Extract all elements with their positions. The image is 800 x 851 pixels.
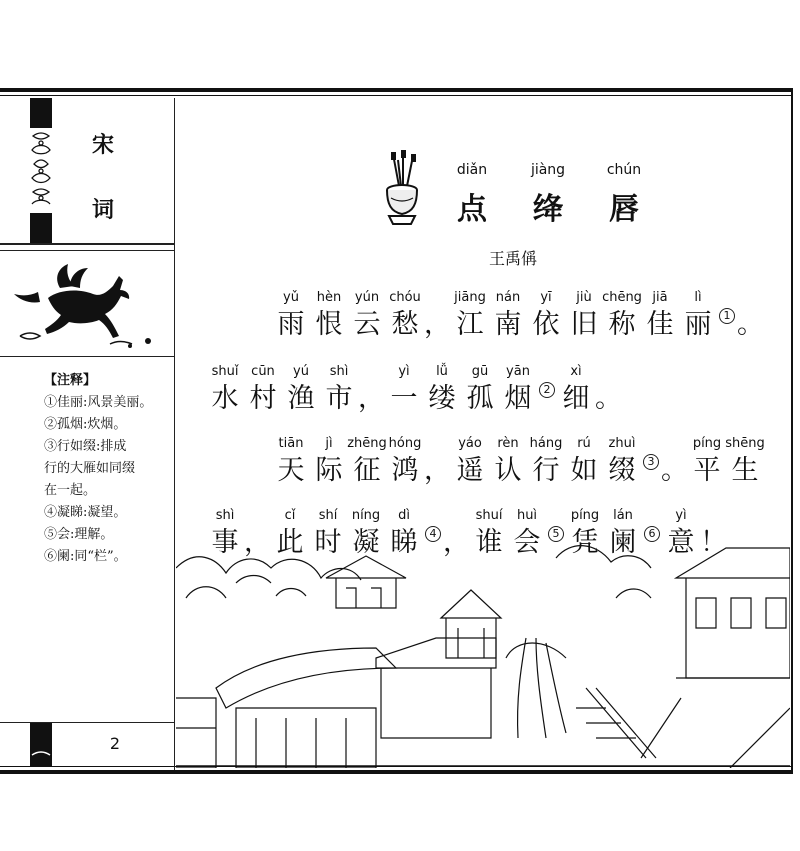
punctuation: 。 [595, 383, 622, 414]
note-marker: 4 [425, 526, 441, 542]
hanzi: 依 [532, 309, 560, 340]
pinyin: hóng [388, 436, 422, 451]
title-hanzi: 绛 [533, 192, 563, 227]
hanzi: 愁 [391, 309, 419, 340]
poem-title [434, 162, 662, 228]
poem-char [527, 436, 565, 488]
hanzi: 凝 [352, 527, 380, 558]
punctuation: ， [424, 455, 451, 486]
poem-char [679, 290, 717, 342]
pinyin: jiā [652, 290, 668, 305]
poem-char [451, 436, 489, 488]
poem-author: 王禹偁 [488, 249, 537, 268]
poem-char [206, 364, 244, 416]
notes-section [44, 370, 172, 568]
pinyin: lán [613, 508, 633, 523]
hanzi: 行 [532, 455, 560, 486]
pinyin: yī [540, 290, 552, 305]
poem-area [176, 98, 790, 770]
pinyin: jì [325, 436, 333, 451]
note-line: ②孤烟:炊烟。 [44, 417, 127, 432]
hanzi: 佳 [646, 309, 674, 340]
title-char [586, 162, 662, 228]
pinyin: yún [354, 290, 380, 305]
hanzi: 缕 [428, 383, 456, 414]
pinyin: shì [329, 364, 349, 379]
pinyin: jiāng [454, 290, 486, 305]
hanzi: 际 [315, 455, 343, 486]
note-line: ⑥阑:同“栏”。 [44, 549, 127, 564]
title-hanzi: 唇 [609, 192, 639, 227]
hanzi: 事 [211, 527, 239, 558]
pinyin: háng [529, 436, 563, 451]
hanzi: 时 [314, 527, 342, 558]
bottom-rule-thick [0, 770, 792, 774]
sidebar-divider-1 [0, 243, 174, 245]
pinyin: níng [351, 508, 381, 523]
brush-pot-icon [381, 150, 423, 232]
poem-char [386, 436, 424, 488]
hanzi: 云 [353, 309, 381, 340]
poem-char [451, 290, 489, 342]
pinyin: gū [471, 364, 489, 379]
hanzi: 认 [494, 455, 522, 486]
sidebar-divider-3 [0, 356, 174, 357]
poem-char [603, 436, 641, 488]
pinyin: chóu [389, 290, 421, 305]
poem-char [272, 290, 310, 342]
hanzi: 称 [608, 309, 636, 340]
pinyin: xì [570, 364, 582, 379]
pinyin: shí [318, 508, 338, 523]
hanzi: 平 [693, 455, 721, 486]
poem-line-3 [272, 436, 764, 488]
pinyin: píng [570, 508, 600, 523]
note-marker: 1 [719, 308, 735, 324]
pinyin: yǔ [283, 290, 299, 305]
hanzi: 征 [353, 455, 381, 486]
punctuation: ， [244, 527, 271, 558]
note-line: 在一起。 [44, 483, 97, 498]
poem-char [348, 290, 386, 342]
poem-char [641, 290, 679, 342]
title-char [434, 162, 510, 228]
pinyin: shuí [475, 508, 503, 523]
pinyin: hèn [316, 290, 342, 305]
note-marker: 6 [644, 526, 660, 542]
pinyin: shì [215, 508, 235, 523]
poem-char [603, 290, 641, 342]
note-line: 行的大雁如同缀 [44, 461, 136, 476]
poem-char [527, 290, 565, 342]
hanzi: 阑 [609, 527, 637, 558]
hanzi: 水 [211, 383, 239, 414]
pinyin: shēng [725, 436, 765, 451]
pinyin: rèn [497, 436, 519, 451]
title-char [510, 162, 586, 228]
hanzi: 谁 [475, 527, 503, 558]
pinyin: huì [516, 508, 538, 523]
category-char-2: 词 [91, 197, 114, 223]
poem-char [423, 364, 461, 416]
horse-illustration [0, 258, 174, 356]
title-hanzi: 点 [457, 192, 487, 227]
pinyin: lì [694, 290, 702, 305]
hanzi: 意 [667, 527, 695, 558]
hanzi: 烟 [504, 383, 532, 414]
hanzi: 丽 [684, 309, 712, 340]
poem-char [461, 364, 499, 416]
pinyin: dì [398, 508, 410, 523]
pinyin: lǚ [436, 364, 448, 379]
frame-right-border [791, 88, 793, 774]
punctuation: 。 [737, 309, 764, 340]
poem-char [385, 364, 423, 416]
cloud-pattern-strip-bottom [30, 723, 52, 767]
poem-char [348, 436, 386, 488]
pinyin: cǐ [284, 508, 296, 523]
poem-line-2 [206, 364, 622, 416]
poem-char [282, 364, 320, 416]
poem-char [244, 364, 282, 416]
hanzi: 渔 [287, 383, 315, 414]
pinyin: cūn [251, 364, 275, 379]
note-line: ⑤会:理解。 [44, 527, 114, 542]
category-char-1: 宋 [91, 132, 114, 158]
hanzi: 细 [562, 383, 590, 414]
top-rule-thin [0, 95, 792, 96]
hanzi: 旧 [570, 309, 598, 340]
pinyin: rú [577, 436, 591, 451]
sidebar-divider-2 [0, 250, 174, 251]
poem-char [272, 436, 310, 488]
hanzi: 会 [513, 527, 541, 558]
pinyin: zhēng [347, 436, 387, 451]
hanzi: 南 [494, 309, 522, 340]
pinyin: tiān [278, 436, 304, 451]
page-number: 2 [109, 734, 121, 753]
pinyin: yān [506, 364, 530, 379]
pinyin: zhuì [608, 436, 636, 451]
poem-char [310, 290, 348, 342]
poem-char [489, 290, 527, 342]
hanzi: 此 [276, 527, 304, 558]
note-marker: 5 [548, 526, 564, 542]
hanzi: 如 [570, 455, 598, 486]
poem-char [565, 290, 603, 342]
hanzi: 遥 [456, 455, 484, 486]
sidebar [0, 98, 175, 770]
title-pinyin: jiàng [530, 162, 566, 178]
poem-line-1 [272, 290, 764, 342]
pinyin: chēng [602, 290, 642, 305]
pinyin: jiù [576, 290, 592, 305]
pinyin: yáo [458, 436, 482, 451]
poem-char [499, 364, 537, 416]
hanzi: 缀 [608, 455, 636, 486]
sidebar-divider-4 [0, 722, 174, 723]
hanzi: 雨 [277, 309, 305, 340]
top-rule-thick [0, 88, 792, 92]
hanzi: 村 [249, 383, 277, 414]
note-marker: 2 [539, 382, 555, 398]
note-line: ③行如缀:排成 [44, 439, 127, 454]
poem-char [688, 436, 726, 488]
category-box [0, 98, 174, 243]
hanzi: 孤 [466, 383, 494, 414]
hanzi: 恨 [315, 309, 343, 340]
hanzi: 江 [456, 309, 484, 340]
hanzi: 睇 [390, 527, 418, 558]
palace-illustration [176, 538, 790, 768]
poem-char [726, 436, 764, 488]
hanzi: 鸿 [391, 455, 419, 486]
pinyin: yì [675, 508, 687, 523]
pinyin: nán [495, 290, 521, 305]
hanzi: 生 [731, 455, 759, 486]
pinyin: píng [692, 436, 722, 451]
poem-char [565, 436, 603, 488]
note-line: ①佳丽:风景美丽。 [44, 395, 153, 410]
pinyin: shuǐ [211, 364, 239, 379]
punctuation: ， [424, 309, 451, 340]
cloud-pattern-strip [30, 98, 52, 243]
notes-heading: 【注释】 [44, 373, 97, 388]
punctuation: 。 [661, 455, 688, 486]
hanzi: 天 [277, 455, 305, 486]
title-pinyin: diǎn [456, 162, 488, 178]
poem-char [310, 436, 348, 488]
note-marker: 3 [643, 454, 659, 470]
punctuation: ， [358, 383, 385, 414]
hanzi: 市 [325, 383, 353, 414]
punctuation: ， [443, 527, 470, 558]
note-line: ④凝睇:凝望。 [44, 505, 127, 520]
poem-char [320, 364, 358, 416]
sidebar-border [174, 98, 175, 770]
punctuation: ！ [700, 527, 727, 558]
hanzi: 凭 [571, 527, 599, 558]
poem-char [489, 436, 527, 488]
title-pinyin: chún [606, 162, 642, 178]
pinyin: yú [293, 364, 309, 379]
pinyin: yì [398, 364, 410, 379]
poem-char [557, 364, 595, 416]
hanzi: 一 [390, 383, 418, 414]
flying-horse-icon [0, 258, 174, 356]
poem-char [386, 290, 424, 342]
